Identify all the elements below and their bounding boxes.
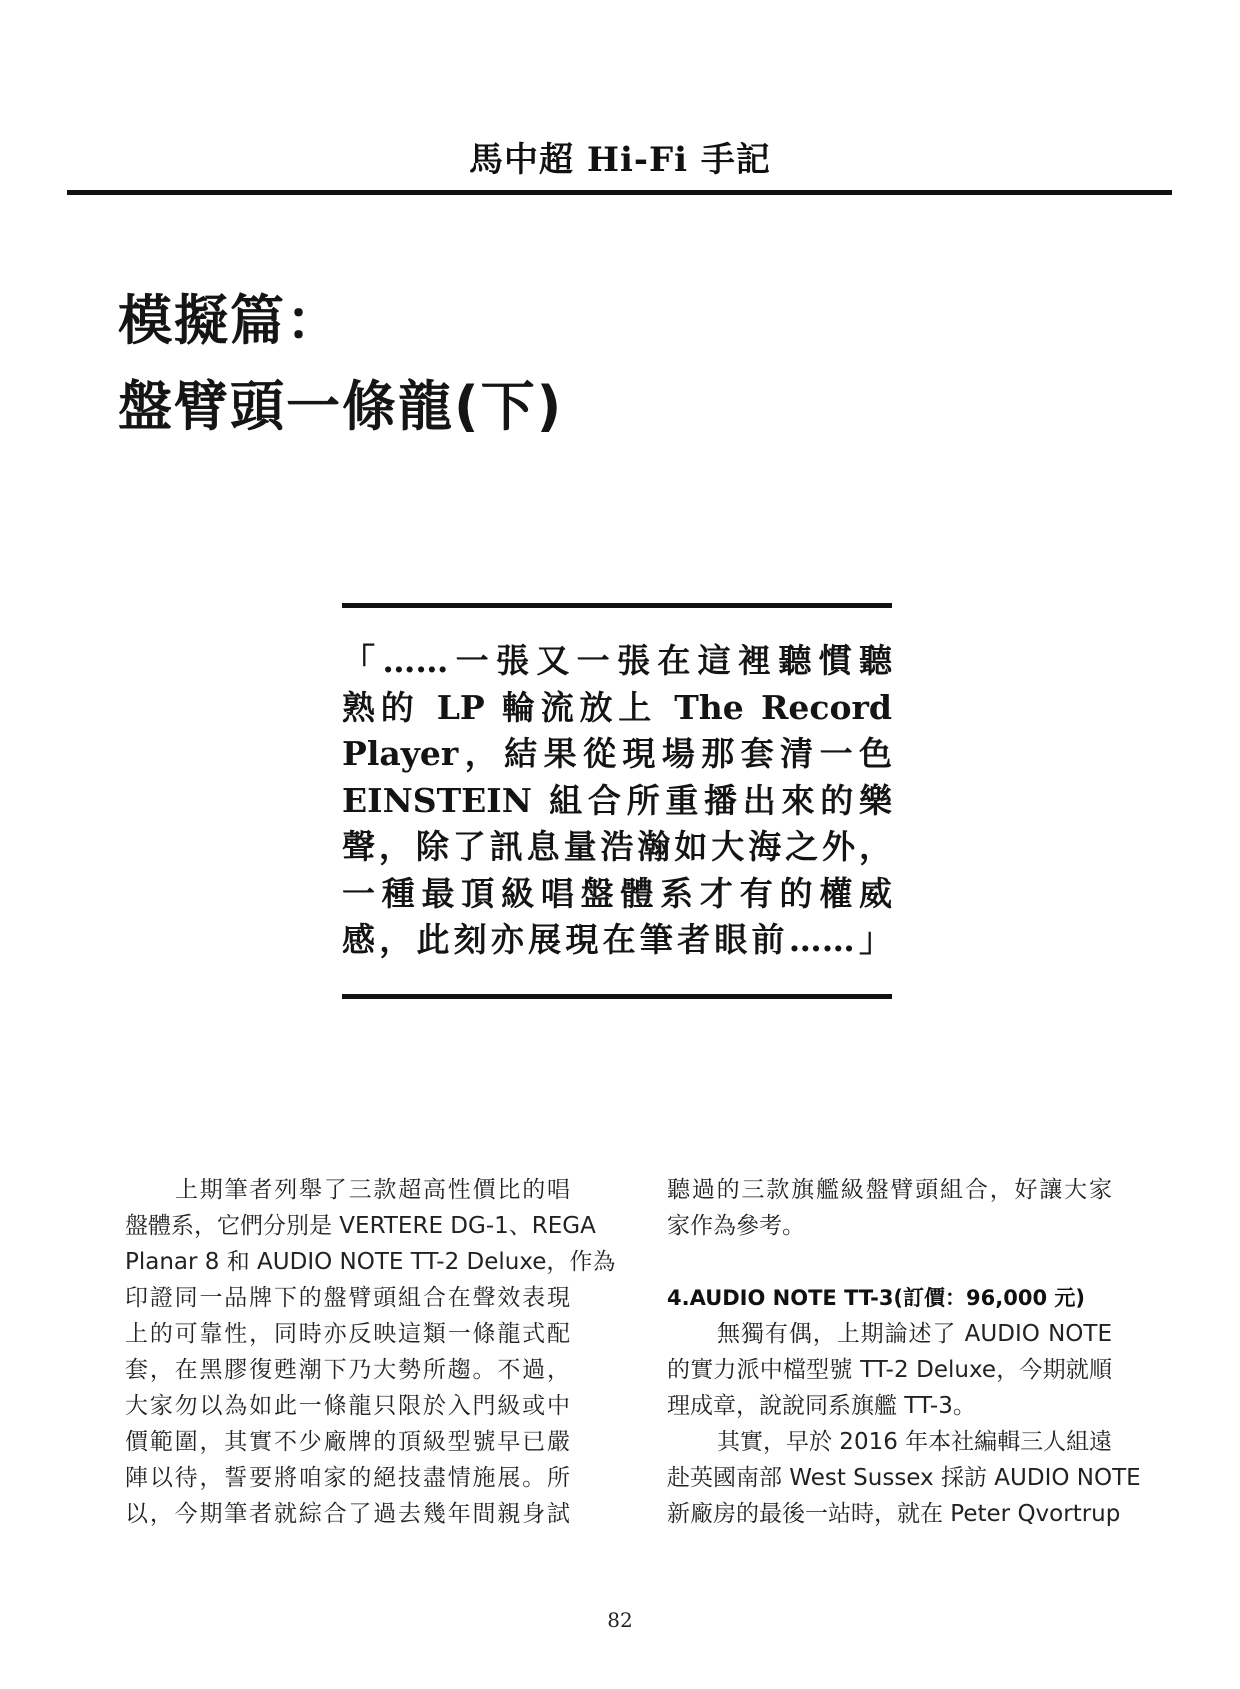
pull-quote-bottom-rule <box>342 994 892 999</box>
pull-quote <box>342 638 892 964</box>
paragraph-gap <box>667 1244 1112 1280</box>
body-line: 理成章，說說同系旗艦 TT-3。 <box>667 1393 976 1419</box>
header-divider <box>67 190 1172 195</box>
body-line: 無獨有偶，上期論述了 AUDIO NOTE <box>717 1321 1112 1347</box>
pull-quote-line: Player，結果從現場那套清一色 <box>342 734 892 773</box>
body-line: 赴英國南部 West Sussex 採訪 AUDIO NOTE <box>667 1465 1141 1491</box>
body-line: Planar 8 和 AUDIO NOTE TT-2 Deluxe，作為 <box>125 1249 616 1275</box>
body-line: 印證同一品牌下的盤臂頭組合在聲效表現 <box>125 1285 570 1311</box>
pull-quote-top-rule <box>342 603 892 608</box>
section-heading: 4.AUDIO NOTE TT-3(訂價：96,000 元) <box>667 1286 1085 1310</box>
pull-quote-line: 聲，除了訊息量浩瀚如大海之外， <box>342 827 892 866</box>
body-line: 以，今期筆者就綜合了過去幾年間親身試 <box>125 1501 570 1527</box>
body-line: 大家勿以為如此一條龍只限於入門級或中 <box>125 1393 570 1419</box>
pull-quote-line: 「……一張又一張在這裡聽慣聽 <box>342 641 892 680</box>
article-title-line-1: 模擬篇： <box>118 289 342 352</box>
body-line: 新廠房的最後一站時，就在 Peter Qvortrup <box>667 1501 1121 1527</box>
body-line: 上的可靠性，同時亦反映這類一條龍式配 <box>125 1321 570 1347</box>
body-line: 套，在黑膠復甦潮下乃大勢所趨。不過， <box>125 1357 570 1383</box>
pull-quote-line: 感，此刻亦展現在筆者眼前……」 <box>342 920 892 959</box>
page-number: 82 <box>607 1608 633 1632</box>
pull-quote-line: EINSTEIN 組合所重播出來的樂 <box>342 780 892 820</box>
body-line: 陣以待，誓要將咱家的絕技盡情施展。所 <box>125 1465 570 1491</box>
body-column-right <box>667 1172 1141 1532</box>
magazine-column-header: 馬中超 Hi-Fi 手記 <box>469 140 771 180</box>
body-line: 價範圍，其實不少廠牌的頂級型號早已嚴 <box>125 1429 570 1455</box>
body-line: 其實，早於 2016 年本社編輯三人組遠 <box>717 1429 1113 1455</box>
body-line: 盤體系，它們分別是 VERTERE DG-1、REGA <box>125 1213 596 1239</box>
article-title-line-2: 盤臂頭一條龍(下) <box>118 375 564 438</box>
pull-quote-line: 一種最頂級唱盤體系才有的權威 <box>342 873 892 913</box>
body-line: 家作為參考。 <box>667 1213 805 1239</box>
body-line: 的實力派中檔型號 TT-2 Deluxe，今期就順 <box>667 1357 1112 1383</box>
body-column-left <box>125 1172 616 1532</box>
body-line: 上期筆者列舉了三款超高性價比的唱 <box>175 1177 570 1203</box>
pull-quote-line: 熟的 LP 輪流放上 The Record <box>342 687 892 727</box>
body-line: 聽過的三款旗艦級盤臂頭組合，好讓大家 <box>667 1177 1112 1203</box>
